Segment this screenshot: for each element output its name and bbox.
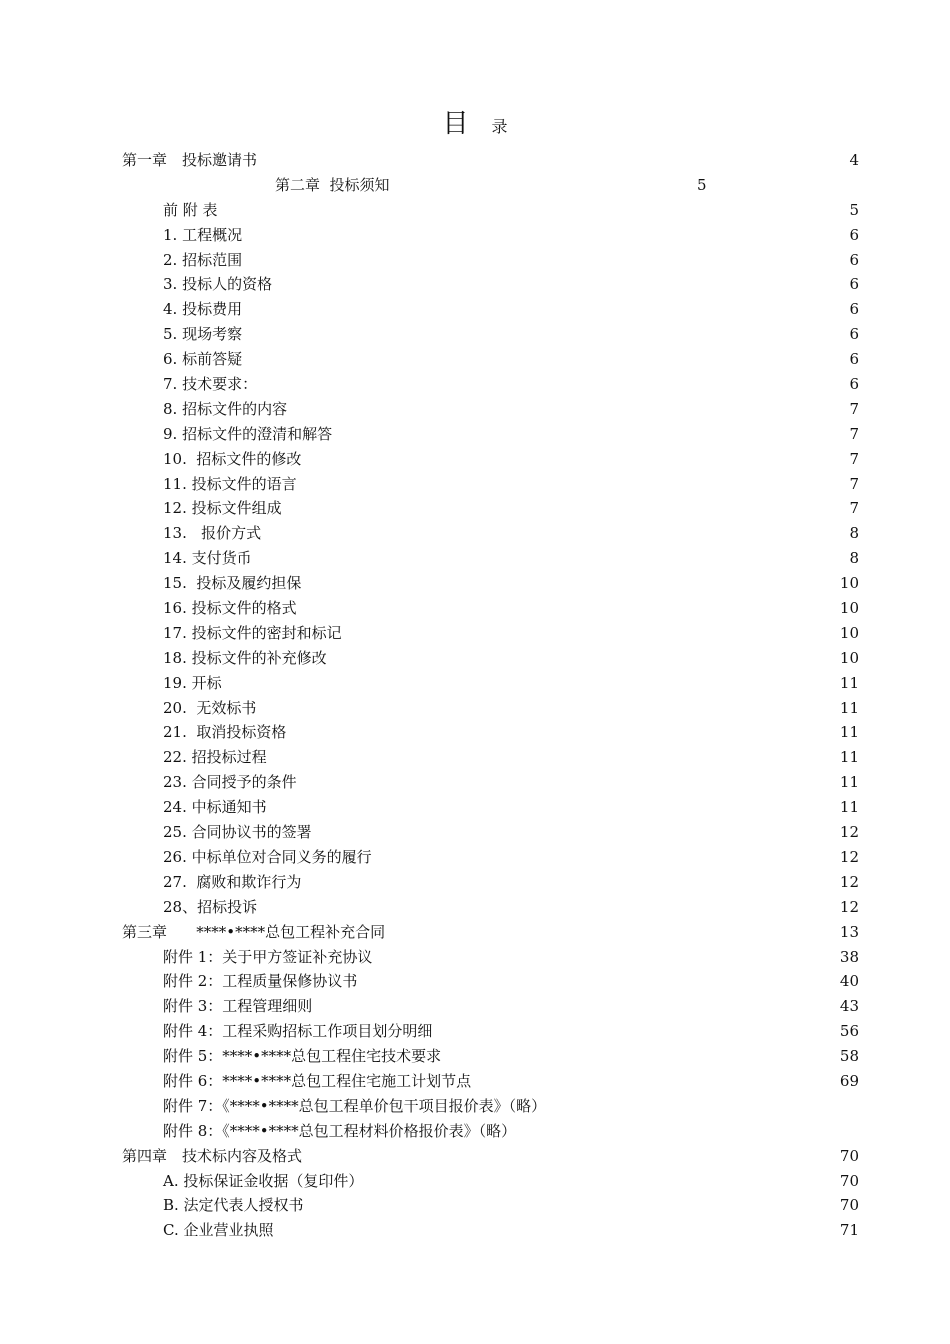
toc-entry-page-number: 6 [849, 300, 859, 319]
toc-entry-page-number: 13 [839, 922, 859, 941]
toc-entry-page-number: 38 [839, 947, 859, 966]
toc-entry[interactable] [0, 646, 950, 671]
toc-entry[interactable] [0, 1044, 950, 1069]
toc-entry-label: 3. 投标人的资格 [163, 275, 273, 294]
toc-entry-label: B. 法定代表人授权书 [163, 1196, 304, 1215]
toc-entry-label: 22. 招投标过程 [163, 748, 267, 767]
toc-entry-label: 5. 现场考察 [163, 325, 243, 344]
toc-entry-label: 第一章 投标邀请书 [122, 151, 258, 169]
toc-entry-label: 12. 投标文件组成 [163, 499, 282, 518]
toc-entry[interactable] [0, 969, 950, 994]
toc-entry[interactable] [0, 521, 950, 546]
toc-entry-label: 7. 技术要求： [163, 375, 258, 394]
toc-entry[interactable] [0, 322, 950, 347]
toc-entry-label: 18. 投标文件的补充修改 [163, 648, 327, 667]
toc-entry-label: 附件 7：《****•****总包工程单价包干项目报价表》（略） [163, 1096, 547, 1115]
toc-entry-page-number: 7 [849, 399, 859, 418]
toc-entry-page-number: 11 [839, 798, 859, 817]
toc-entry-label: 8. 招标文件的内容 [163, 399, 288, 418]
toc-entry-label: 15. 投标及履约担保 [163, 574, 302, 593]
toc-entry[interactable] [0, 1094, 950, 1119]
toc-entry[interactable] [0, 248, 950, 273]
toc-entry-label: C. 企业营业执照 [163, 1221, 274, 1240]
toc-entry[interactable] [0, 372, 950, 397]
toc-entry-page-number: 11 [839, 673, 859, 692]
toc-entry[interactable] [0, 994, 950, 1019]
toc-entry[interactable] [0, 1019, 950, 1044]
toc-entry-label: 24. 中标通知书 [163, 798, 267, 817]
toc-entry[interactable] [0, 148, 950, 173]
toc-entry[interactable] [0, 795, 950, 820]
toc-entry[interactable] [0, 1169, 950, 1194]
toc-entry[interactable] [0, 920, 950, 945]
toc-entry[interactable] [0, 546, 950, 571]
toc-entry[interactable] [0, 1218, 950, 1243]
toc-entry-label: 附件 4：工程采购招标工作项目划分明细 [163, 1022, 433, 1041]
toc-entry[interactable] [0, 671, 950, 696]
toc-entry-page-number: 43 [839, 997, 859, 1016]
toc-entry-page-number: 12 [839, 823, 859, 842]
toc-entry[interactable] [0, 696, 950, 721]
toc-entry-page-number: 11 [839, 773, 859, 792]
toc-title-main: 目 [442, 109, 469, 139]
toc-entry-page-number: 11 [839, 748, 859, 767]
toc-entry-label: 27. 腐败和欺诈行为 [163, 872, 302, 891]
toc-entry[interactable] [0, 870, 950, 895]
table-of-contents [0, 148, 950, 1243]
toc-entry-page-number: 12 [839, 847, 859, 866]
toc-entry-label: 6. 标前答疑 [163, 350, 243, 369]
toc-entry[interactable] [0, 845, 950, 870]
toc-entry[interactable] [0, 1069, 950, 1094]
toc-entry-label: 17. 投标文件的密封和标记 [163, 623, 342, 642]
toc-entry-page-number: 8 [849, 549, 859, 568]
toc-entry-page-number: 6 [849, 375, 859, 394]
toc-entry-label: 附件 5：****•****总包工程住宅技术要求 [163, 1047, 442, 1066]
toc-title-secondary: 录 [491, 117, 508, 136]
toc-entry-label: 附件 8：《****•****总包工程材料价格报价表》（略） [163, 1121, 517, 1140]
toc-entry-page-number: 6 [849, 250, 859, 269]
toc-entry-page-number: 7 [849, 499, 859, 518]
toc-entry-page-number: 5 [849, 200, 859, 219]
toc-entry-label: 26. 中标单位对合同义务的履行 [163, 847, 372, 866]
toc-entry-label: A. 投标保证金收据（复印件） [163, 1171, 364, 1190]
toc-entry[interactable] [0, 571, 950, 596]
toc-entry[interactable] [0, 1193, 950, 1218]
toc-entry-page-number: 70 [839, 1171, 859, 1190]
toc-entry-page-number: 7 [849, 424, 859, 443]
toc-entry[interactable] [0, 447, 950, 472]
toc-entry-page-number: 7 [849, 449, 859, 468]
toc-entry[interactable] [0, 173, 950, 198]
toc-entry-label: 附件 3：工程管理细则 [163, 997, 313, 1016]
toc-entry[interactable] [0, 820, 950, 845]
toc-entry[interactable] [0, 1119, 950, 1144]
toc-title [0, 108, 950, 143]
toc-entry-label: 28、招标投诉 [163, 897, 258, 916]
toc-entry-label: 附件 1：关于甲方签证补充协议 [163, 947, 373, 966]
toc-entry[interactable] [0, 720, 950, 745]
toc-entry-page-number: 4 [849, 151, 859, 169]
toc-entry-page-number: 10 [839, 623, 859, 642]
toc-entry-label: 第三章 ****•****总包工程补充合同 [122, 922, 386, 941]
toc-entry-page-number: 11 [839, 723, 859, 742]
toc-entry-label: 16. 投标文件的格式 [163, 599, 297, 618]
toc-entry[interactable] [0, 397, 950, 422]
toc-entry[interactable] [0, 596, 950, 621]
toc-entry-page-number: 56 [839, 1022, 859, 1041]
toc-entry[interactable] [0, 621, 950, 646]
toc-entry[interactable] [0, 1144, 950, 1169]
toc-entry-page-number: 71 [839, 1221, 859, 1240]
toc-entry-label: 1. 工程概况 [163, 225, 243, 244]
toc-entry-page-number: 6 [849, 275, 859, 294]
toc-entry-label: 23. 合同授予的条件 [163, 773, 297, 792]
toc-entry-label: 13. 报价方式 [163, 524, 262, 543]
toc-entry-label: 第二章 投标须知 [275, 175, 390, 194]
toc-entry-page-number: 10 [839, 648, 859, 667]
toc-entry[interactable] [0, 347, 950, 372]
toc-entry-label: 21. 取消投标资格 [163, 723, 287, 742]
toc-entry-label: 14. 支付货币 [163, 549, 252, 568]
toc-entry-page-number: 70 [839, 1146, 859, 1165]
toc-entry-page-number: 10 [839, 574, 859, 593]
toc-entry[interactable] [0, 895, 950, 920]
toc-entry-page-number: 12 [839, 872, 859, 891]
toc-entry-page-number: 6 [849, 325, 859, 344]
toc-entry[interactable] [0, 472, 950, 497]
toc-entry-label: 第四章 技术标内容及格式 [122, 1146, 303, 1165]
toc-entry-label: 11. 投标文件的语言 [163, 474, 297, 493]
toc-entry-page-number: 40 [839, 972, 859, 991]
toc-entry-label: 10. 招标文件的修改 [163, 449, 302, 468]
toc-entry-label: 前 附 表 [163, 200, 218, 219]
toc-entry[interactable] [0, 223, 950, 248]
toc-entry-label: 4. 投标费用 [163, 300, 243, 319]
toc-entry-page-number: 6 [849, 225, 859, 244]
toc-entry[interactable] [0, 198, 950, 223]
toc-entry-label: 20. 无效标书 [163, 698, 257, 717]
toc-entry-label: 附件 6：****•****总包工程住宅施工计划节点 [163, 1071, 472, 1090]
toc-entry-page-number: 8 [849, 524, 859, 543]
toc-entry[interactable] [0, 422, 950, 447]
toc-entry-label: 9. 招标文件的澄清和解答 [163, 424, 333, 443]
toc-entry-label: 2. 招标范围 [163, 250, 243, 269]
toc-entry-page-number: 70 [839, 1196, 859, 1215]
toc-entry-page-number: 58 [839, 1047, 859, 1066]
toc-entry-page-number: 10 [839, 599, 859, 618]
toc-entry-label: 附件 2：工程质量保修协议书 [163, 972, 358, 991]
toc-entry-page-number: 7 [849, 474, 859, 493]
toc-entry-page-number: 6 [849, 350, 859, 369]
toc-entry[interactable] [0, 745, 950, 770]
toc-entry-page-number: 11 [839, 698, 859, 717]
toc-entry[interactable] [0, 945, 950, 970]
toc-entry[interactable] [0, 770, 950, 795]
toc-entry-label: 25. 合同协议书的签署 [163, 823, 312, 842]
toc-entry-page-number: 5 [697, 175, 707, 194]
toc-entry[interactable] [0, 272, 950, 297]
toc-entry-page-number: 69 [839, 1071, 859, 1090]
toc-entry[interactable] [0, 297, 950, 322]
toc-entry-label: 19. 开标 [163, 673, 222, 692]
toc-entry[interactable] [0, 496, 950, 521]
toc-entry-page-number: 12 [839, 897, 859, 916]
